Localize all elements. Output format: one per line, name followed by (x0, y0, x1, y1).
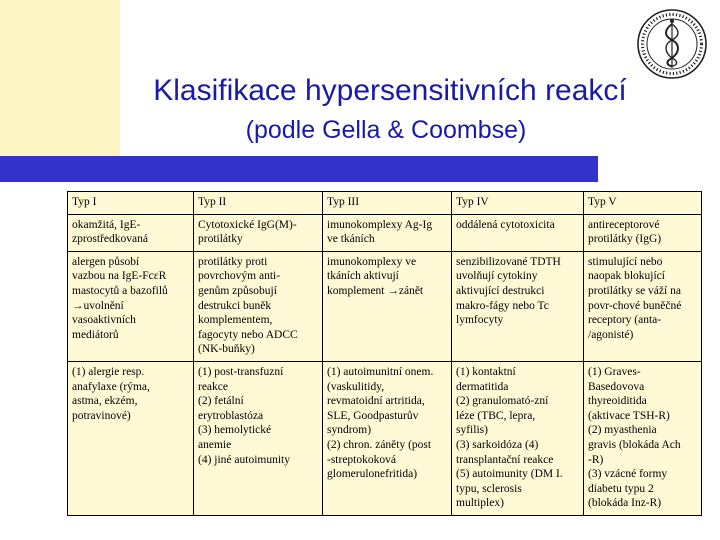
table-cell (452, 361, 584, 515)
cell-line: (2) fetální (198, 395, 244, 408)
cell-line: anemie (198, 438, 232, 451)
cell-line: mediátorů (72, 328, 119, 341)
header-cell: Typ II (194, 192, 323, 215)
cell-line: makro-fágy nebo Tc (456, 299, 549, 312)
header-cell: Typ III (323, 192, 452, 215)
cell-line: reakce (198, 380, 228, 393)
cell-line: SLE, Goodpasturův (327, 409, 419, 422)
cell-line: komplement →zánět (327, 284, 424, 297)
cell-line: syndrom) (327, 424, 372, 437)
table-cell (584, 251, 702, 361)
cell-line: genům způsobují (198, 284, 277, 297)
cell-line: multiplex) (456, 497, 504, 510)
cell-line: stimulující nebo (588, 255, 663, 268)
cell-line: léze (TBC, lepra, (456, 409, 536, 422)
cell-line: (2) chron. záněty (post (327, 438, 432, 451)
cell-line: alergen působí (72, 255, 140, 268)
cell-line: glomerulonefritida) (327, 468, 418, 481)
cell-line: aktivující destrukci (456, 284, 545, 297)
table-cell (194, 251, 323, 361)
cell-line: -R) (588, 453, 604, 466)
cell-line: syfilis) (456, 424, 488, 437)
cell-line: uvolňují cytokiny (456, 270, 538, 283)
cell-line: (1) Graves- (588, 365, 641, 378)
cell-line: Basedovova (588, 380, 645, 393)
cell-line: (3) sarkoidóza (4) (456, 438, 539, 451)
cell-line: transplantační reakce (456, 453, 554, 466)
table-row (68, 361, 702, 515)
table-cell (194, 214, 323, 251)
cell-line: imunokomplexy ve (327, 255, 417, 268)
cell-line: ve tkáních (327, 233, 375, 246)
table-cell (584, 214, 702, 251)
cell-line: destrukci buněk (198, 299, 272, 312)
cell-line: protilátky (198, 233, 243, 246)
cell-line: fagocyty nebo ADCC (198, 328, 298, 341)
table-row (68, 251, 702, 361)
cell-line: (3) hemolytické (198, 424, 272, 437)
table-cell (323, 214, 452, 251)
table-cell (452, 251, 584, 361)
cell-line: (NK-buňky) (198, 343, 255, 356)
cell-line: (1) kontaktní (456, 365, 516, 378)
accent-bar (0, 156, 598, 182)
cell-line: typu, sclerosis (456, 482, 522, 495)
cell-line: antireceptorové (588, 218, 660, 231)
table-cell (584, 361, 702, 515)
hypersensitivity-table (67, 191, 702, 516)
cell-line: (1) post-transfuzní (198, 365, 284, 378)
cell-line: gravis (blokáda Ach (588, 438, 681, 451)
table-cell (323, 361, 452, 515)
cell-line: diabetu typu 2 (588, 482, 654, 495)
header-cell: Typ V (584, 192, 702, 215)
cell-line: (aktivace TSH-R) (588, 409, 670, 422)
cell-line: vazbou na IgE-FcεR (72, 270, 167, 283)
table-cell (68, 361, 194, 515)
table-cell (194, 361, 323, 515)
header-cell: Typ I (68, 192, 194, 215)
cell-line: vasoaktivních (72, 314, 136, 327)
cell-line: okamžitá, IgE- (72, 218, 141, 231)
table-cell (323, 251, 452, 361)
cell-line: imunokomplexy Ag-Ig (327, 218, 433, 231)
cell-line: (1) autoimunitní onem. (327, 365, 434, 378)
page-subtitle: (podle Gella & Coombse) (245, 116, 527, 144)
header-cell: Typ IV (452, 192, 584, 215)
university-seal-icon (634, 6, 710, 82)
cell-line: (2) myasthenia (588, 424, 657, 437)
cell-line: thyreoiditida (588, 395, 647, 408)
cell-line: (4) jiné autoimunity (198, 453, 290, 466)
cell-line: revmatoidní artritida, (327, 395, 425, 408)
cell-line: astma, ekzém, (72, 395, 138, 408)
cell-line: -streptokoková (327, 453, 396, 466)
cell-line: oddálená cytotoxicita (456, 218, 555, 231)
cell-line: senzibilizované TDTH (456, 255, 561, 268)
cell-line: (vaskulitidy, (327, 380, 385, 393)
cell-line: (5) autoimunity (DM I. (456, 468, 563, 481)
table-cell (68, 251, 194, 361)
cell-line: Cytotoxické IgG(M)- (198, 218, 297, 231)
table-row (68, 214, 702, 251)
cell-line: naopak blokující (588, 270, 665, 283)
cell-line: povrchovým anti- (198, 270, 281, 283)
cell-line: receptory (anta- (588, 314, 662, 327)
cell-line: (2) granulomató-zní (456, 395, 549, 408)
table-header-row (68, 192, 702, 215)
cell-line: lymfocyty (456, 314, 504, 327)
cell-line: tkáních aktivují (327, 270, 399, 283)
cell-line: anafylaxe (rýma, (72, 380, 150, 393)
cell-line: protilátky (IgG) (588, 233, 662, 246)
cell-line: dermatitida (456, 380, 509, 393)
cell-line: (1) alergie resp. (72, 365, 145, 378)
cell-line: erytroblastóza (198, 409, 264, 422)
table-cell (68, 214, 194, 251)
cell-line: komplementem, (198, 314, 273, 327)
page-title: Klasifikace hypersensitivních reakcí (153, 74, 627, 107)
table-cell (452, 214, 584, 251)
cell-line: mastocytů a bazofilů (72, 284, 168, 297)
cell-line: /agonisté) (588, 328, 634, 341)
cell-line: potravinové) (72, 409, 131, 422)
cell-line: (3) vzácné formy (588, 468, 668, 481)
cell-line: →uvolnění (72, 299, 124, 312)
cell-line: povr-chové buněčné (588, 299, 682, 312)
cell-line: protilátky se váží na (588, 284, 681, 297)
cell-line: (blokáda Inz-R) (588, 497, 662, 510)
cell-line: protilátky proti (198, 255, 268, 268)
cell-line: zprostředkovaná (72, 233, 148, 246)
